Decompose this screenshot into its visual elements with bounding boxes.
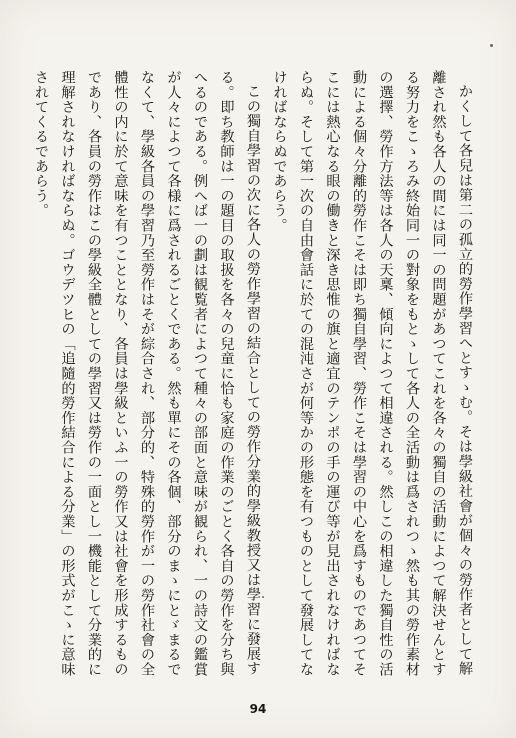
vertical-text-body — [23, 70, 478, 690]
paragraph-1: かくして各兒は第二の孤立的勞作學習へとすゝむ。そは學級社會が個々の勞作者として解離され然も各人の間には同一の問題があつてこれを各々の獨自の活動によつて解決せんとする努力をこゝろみ終始同一の對象をもとゝして各人の全活動は爲されつゝ然も其の勞作素材の選擇、勞作方法等は各人の天稟、傾向によつて相違される。然しこの相違した獨自性の活動による個々分離的勞作こそは即ち獨自學習、勞作こそは學習の中心を爲すものであつてそこには熱心なる眼の働きと深き思惟の旗と適宜のテンポの手の運び等が見出されなければならぬ。そして第一次の自由會話に於ての混沌さが何等かの形態を有つものとして發展してなければならぬであらう。 — [271, 70, 473, 677]
paragraph-2: この獨自學習の次に各人の勞作學習の結合としての勞作分業的學級教授又は學習に發展する。即ち教師は一の題目の取扱を各々の兒童に恰も家庭の作業のごとく各自の勞作を分ち與へるのである。例へば一の劃は観覧者によつて種々の部面と意味が観られ、一の詩文の鑑賞が人々によつて各様に爲されるごとくである。然も單にその各個、部分のまゝにとゞまるでなくて、學級各員の學習乃至勞作はそが綜合され、部分的、特殊的勞作が一の勞作社會の全體性の内に於て意味を有つこととなり、各員は學級といふ一の勞作又は社會を形成するものであり、各員の勞作はこの學級全體としての學習又は勞作の一面とし一機能として分業的に理解されなければならぬ。ゴウデツヒの「追隨的勞作結合による分業」の形式がこゝに意味されてくるであらう。 — [33, 70, 261, 677]
ink-speck — [490, 44, 493, 47]
page-number: 94 — [249, 702, 267, 716]
